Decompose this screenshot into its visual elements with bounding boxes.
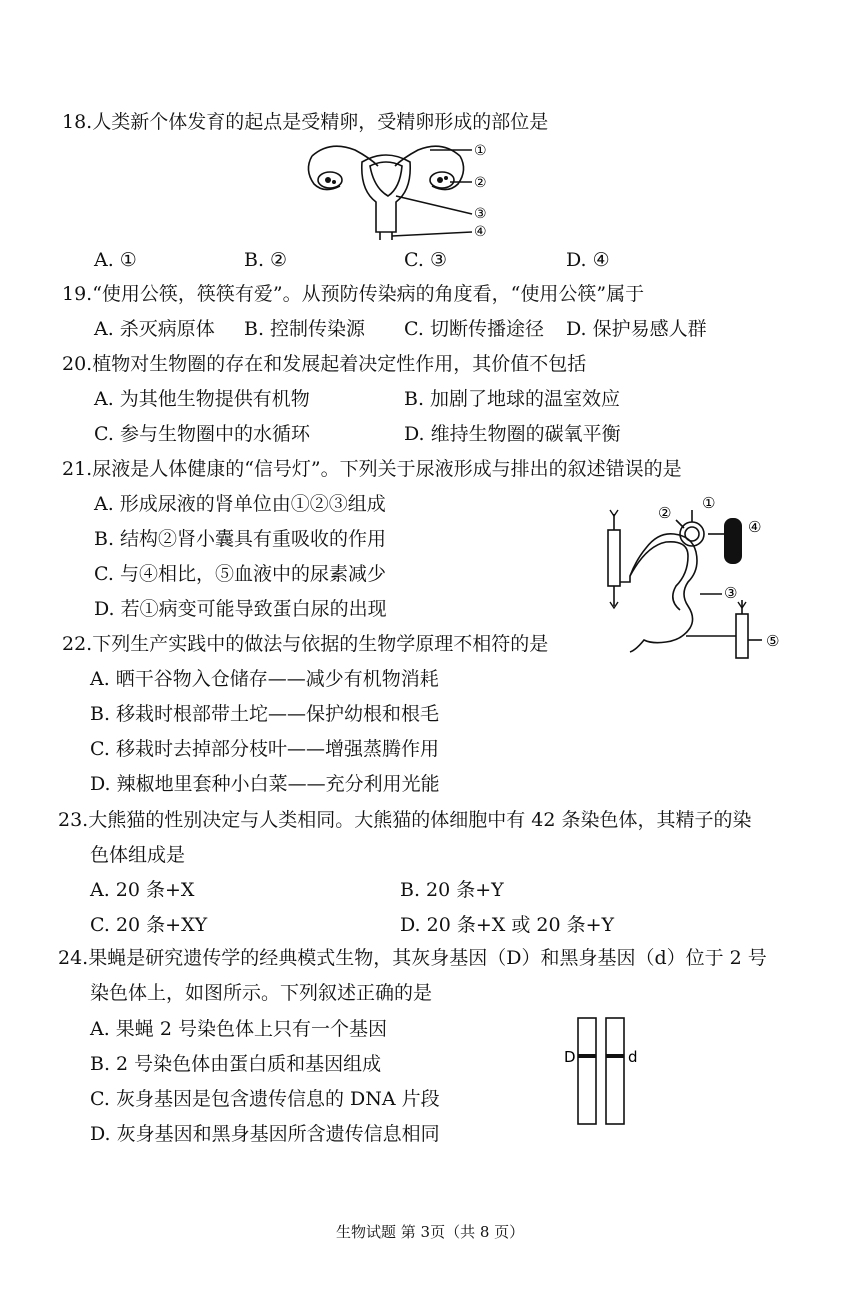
question-22 — [62, 632, 548, 656]
option-d[interactable]: D. 若①病变可能导致蛋白尿的出现 — [94, 598, 387, 620]
option-c[interactable]: C. 参与生物圈中的水循环 — [94, 423, 310, 445]
option-b[interactable]: B. 加剧了地球的温室效应 — [404, 388, 621, 410]
question-number: 19. — [62, 283, 93, 305]
reproductive-system-figure — [300, 136, 500, 244]
option-d[interactable]: D. 辣椒地里套种小白菜——充分利用光能 — [90, 773, 440, 795]
option-a[interactable]: A. 形成尿液的肾单位由①②③组成 — [94, 493, 386, 515]
option-c[interactable]: C. 灰身基因是包含遗传信息的 DNA 片段 — [90, 1088, 440, 1110]
option-c[interactable]: C. ③ — [404, 249, 447, 271]
question-stem: 大熊猫的性别决定与人类相同。大熊猫的体细胞中有 42 条染色体，其精子的染 — [88, 809, 752, 831]
figure-label: ② — [658, 504, 672, 522]
question-stem: 植物对生物圈的存在和发展起着决定性作用，其价值不包括 — [92, 353, 587, 375]
figure-label: ③ — [474, 206, 487, 222]
figure-label: ② — [474, 175, 487, 191]
figure-label: ③ — [724, 584, 738, 602]
nephron-figure — [596, 490, 806, 660]
question-19 — [62, 282, 644, 306]
question-number: 24. — [58, 947, 89, 969]
chromosome-figure — [556, 1012, 656, 1128]
question-21 — [62, 457, 682, 481]
option-a[interactable]: A. 晒干谷物入仓储存——减少有机物消耗 — [90, 668, 439, 690]
option-c[interactable]: C. 移栽时去掉部分枝叶——增强蒸腾作用 — [90, 738, 439, 760]
option-a[interactable]: A. 果蝇 2 号染色体上只有一个基因 — [90, 1018, 387, 1040]
question-24 — [58, 946, 767, 970]
figure-label: ① — [702, 494, 716, 512]
option-c[interactable]: C. 切断传播途径 — [404, 318, 544, 340]
option-a[interactable]: A. ① — [94, 249, 137, 271]
option-b[interactable]: B. ② — [244, 249, 288, 271]
question-stem: “使用公筷，筷筷有爱”。从预防传染病的角度看，“使用公筷”属于 — [92, 283, 645, 305]
question-stem: 人类新个体发育的起点是受精卵，受精卵形成的部位是 — [92, 111, 549, 133]
option-d[interactable]: D. 20 条+X 或 20 条+Y — [400, 914, 615, 936]
figure-label: ① — [474, 143, 487, 159]
option-a[interactable]: A. 杀灭病原体 — [94, 318, 215, 340]
question-stem: 下列生产实践中的做法与依据的生物学原理不相符的是 — [92, 633, 549, 655]
question-stem: 尿液是人体健康的“信号灯”。下列关于尿液形成与排出的叙述错误的是 — [92, 458, 682, 480]
gene-label-dominant: D — [564, 1048, 576, 1066]
option-d[interactable]: D. 维持生物圈的碳氧平衡 — [404, 423, 621, 445]
page-footer: 生物试题 第 3页（共 8 页） — [336, 1223, 525, 1241]
question-number: 22. — [62, 633, 93, 655]
option-b[interactable]: B. 结构②肾小囊具有重吸收的作用 — [94, 528, 387, 550]
question-number: 18. — [62, 111, 93, 133]
question-stem-continued: 色体组成是 — [90, 844, 186, 866]
figure-label: ⑤ — [766, 632, 780, 650]
question-stem: 果蝇是研究遗传学的经典模式生物，其灰身基因（D）和黑身基因（d）位于 2 号 — [88, 947, 767, 969]
option-b[interactable]: B. 控制传染源 — [244, 318, 366, 340]
question-stem-continued: 染色体上，如图所示。下列叙述正确的是 — [90, 982, 433, 1004]
option-c[interactable]: C. 20 条+XY — [90, 914, 208, 936]
question-number: 23. — [58, 809, 89, 831]
question-23 — [58, 808, 751, 832]
option-d[interactable]: D. 灰身基因和黑身基因所含遗传信息相同 — [90, 1123, 440, 1145]
question-number: 20. — [62, 353, 93, 375]
option-d[interactable]: D. 保护易感人群 — [566, 318, 707, 340]
question-18 — [62, 110, 548, 134]
option-b[interactable]: B. 20 条+Y — [400, 879, 504, 901]
question-20 — [62, 352, 586, 376]
gene-label-recessive: d — [628, 1048, 638, 1066]
figure-label: ④ — [474, 224, 487, 240]
option-a[interactable]: A. 为其他生物提供有机物 — [94, 388, 310, 410]
option-b[interactable]: B. 移栽时根部带土坨——保护幼根和根毛 — [90, 703, 440, 725]
option-d[interactable]: D. ④ — [566, 249, 610, 271]
option-c[interactable]: C. 与④相比，⑤血液中的尿素减少 — [94, 563, 386, 585]
question-number: 21. — [62, 458, 93, 480]
option-b[interactable]: B. 2 号染色体由蛋白质和基因组成 — [90, 1053, 382, 1075]
option-a[interactable]: A. 20 条+X — [90, 879, 195, 901]
figure-label: ④ — [748, 518, 762, 536]
